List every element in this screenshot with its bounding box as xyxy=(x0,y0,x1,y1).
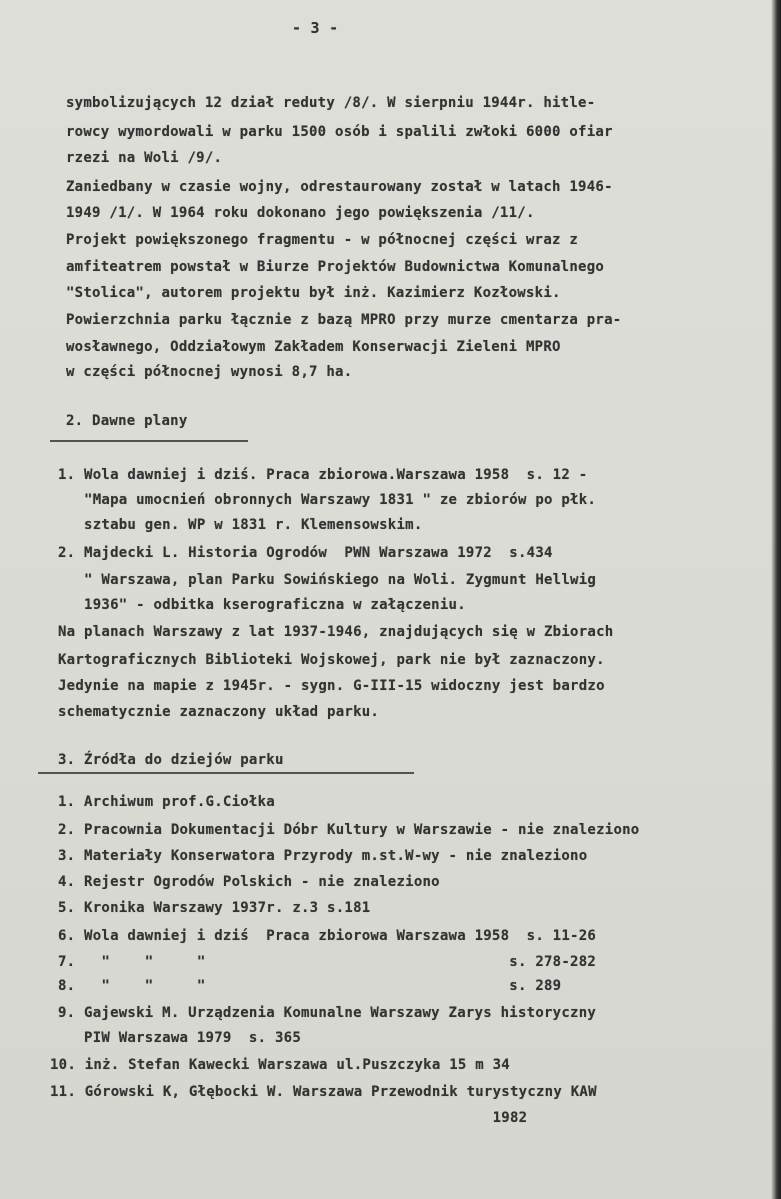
list-item: 7. " " " s. 278-282 xyxy=(58,954,597,970)
heading-underline xyxy=(50,440,248,442)
intro-line: symbolizujących 12 dział reduty /8/. W sierpniu 1944r. hitle- xyxy=(66,95,596,111)
intro-line: "Stolica", autorem projektu był inż. Kazimierz Kozłowski. xyxy=(66,285,561,301)
list-item: 1936" - odbitka kserograficzna w załączeniu. xyxy=(58,597,466,613)
page-edge-shadow xyxy=(771,0,781,1199)
list-item: 11. Górowski K, Głębocki W. Warszawa Przewodnik turystyczny KAW xyxy=(50,1084,597,1100)
list-item: 1. Wola dawniej i dziś. Praca zbiorowa.Warszawa 1958 s. 12 - xyxy=(58,467,588,483)
intro-line: w części północnej wynosi 8,7 ha. xyxy=(66,364,353,380)
section-heading: 2. Dawne plany xyxy=(66,413,188,429)
list-item: 6. Wola dawniej i dziś Praca zbiorowa Warszawa 1958 s. 11-26 xyxy=(58,928,597,944)
list-item: 3. Materiały Konserwatora Przyrody m.st.W-wy - nie znaleziono xyxy=(58,848,588,864)
list-item: "Mapa umocnień obronnych Warszawy 1831 " ze zbiorów po płk. xyxy=(58,492,597,508)
note-line: Kartograficznych Biblioteki Wojskowej, park nie był zaznaczony. xyxy=(58,652,605,668)
intro-line: 1949 /1/. W 1964 roku dokonano jego powiększenia /11/. xyxy=(66,205,535,221)
note-line: Na planach Warszawy z lat 1937-1946, znajdujących się w Zbiorach xyxy=(58,624,614,640)
intro-line: wosławnego, Oddziałowym Zakładem Konserwacji Zieleni MPRO xyxy=(66,339,561,355)
intro-line: Powierzchnia parku łącznie z bazą MPRO przy murze cmentarza pra- xyxy=(66,312,622,328)
section-heading: 3. Źródła do dziejów parku xyxy=(58,752,284,768)
intro-line: rowcy wymordowali w parku 1500 osób i spalili zwłoki 6000 ofiar xyxy=(66,124,613,140)
list-item: PIW Warszawa 1979 s. 365 xyxy=(58,1030,302,1046)
list-item: 9. Gajewski M. Urządzenia Komunalne Warszawy Zarys historyczny xyxy=(58,1005,597,1021)
list-item: 1. Archiwum prof.G.Ciołka xyxy=(58,794,275,810)
list-item: 2. Majdecki L. Historia Ogrodów PWN Warszawa 1972 s.434 xyxy=(58,545,553,561)
list-item: 4. Rejestr Ogrodów Polskich - nie znaleziono xyxy=(58,874,440,890)
list-item: " Warszawa, plan Parku Sowińskiego na Woli. Zygmunt Hellwig xyxy=(58,572,597,588)
intro-line: rzezi na Woli /9/. xyxy=(66,150,223,166)
note-line: Jedynie na mapie z 1945r. - sygn. G-III-15 widoczny jest bardzo xyxy=(58,678,605,694)
list-item: 1982 xyxy=(50,1110,528,1126)
list-item: 2. Pracownia Dokumentacji Dóbr Kultury w Warszawie - nie znaleziono xyxy=(58,822,640,838)
list-item: 5. Kronika Warszawy 1937r. z.3 s.181 xyxy=(58,900,371,916)
note-line: schematycznie zaznaczony układ parku. xyxy=(58,704,380,720)
list-item: 8. " " " s. 289 xyxy=(58,978,562,994)
intro-line: Zaniedbany w czasie wojny, odrestaurowany został w latach 1946- xyxy=(66,179,613,195)
page-number: - 3 - xyxy=(292,19,339,37)
heading-underline xyxy=(38,772,414,774)
list-item: 10. inż. Stefan Kawecki Warszawa ul.Puszczyka 15 m 34 xyxy=(50,1057,510,1073)
list-item: sztabu gen. WP w 1831 r. Klemensowskim. xyxy=(58,517,423,533)
intro-line: amfiteatrem powstał w Biurze Projektów Budownictwa Komunalnego xyxy=(66,259,605,275)
intro-line: Projekt powiększonego fragmentu - w północnej części wraz z xyxy=(66,232,579,248)
